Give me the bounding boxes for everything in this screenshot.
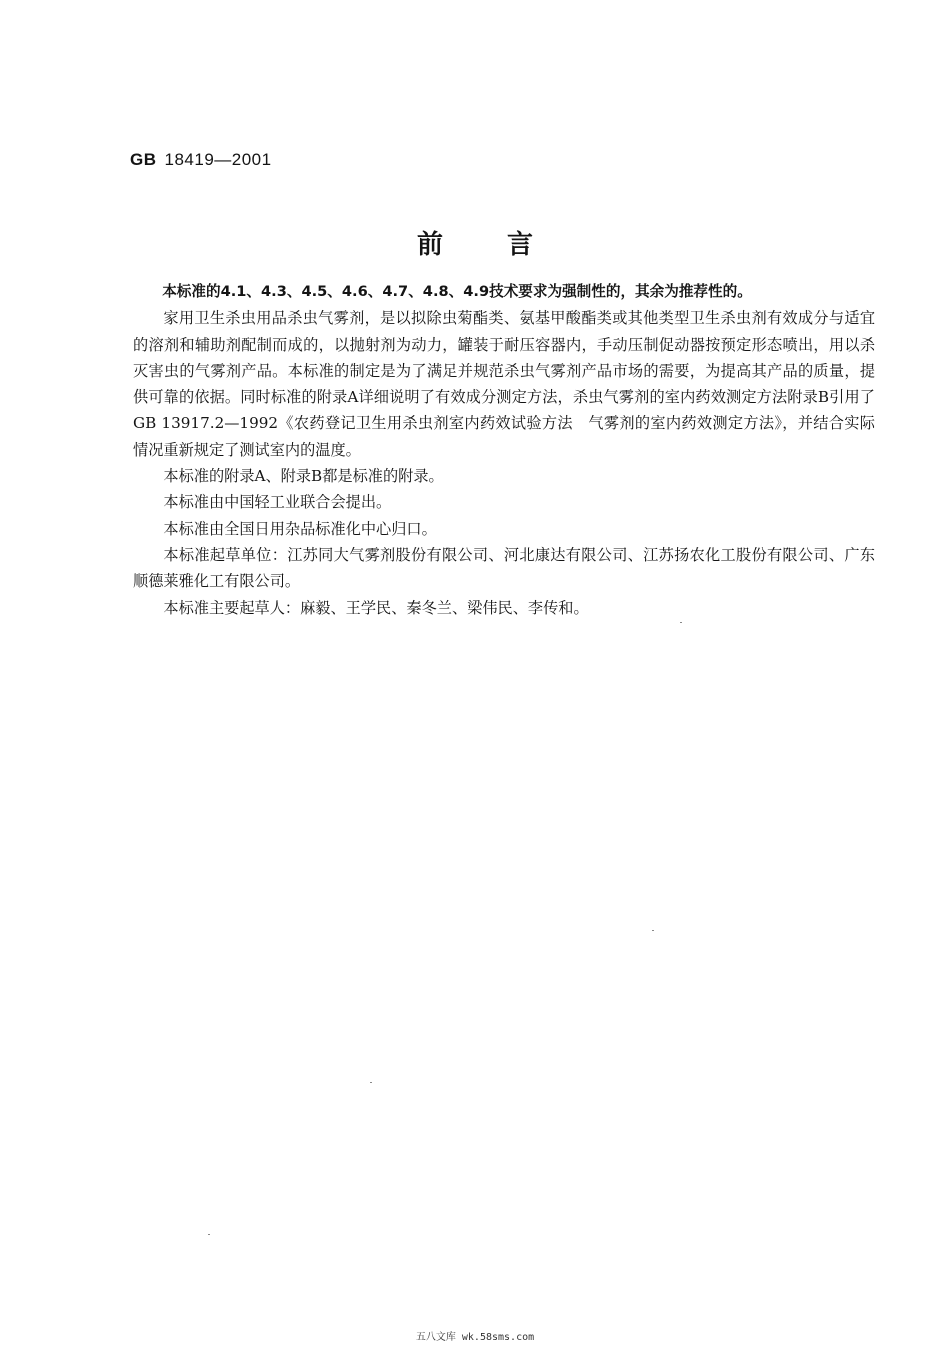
administrator-paragraph: 本标准由全国日用杂品标准化中心归口。 — [163, 519, 437, 538]
scan-speck — [208, 1234, 210, 1235]
appendix-paragraph: 本标准的附录A、附录B都是标准的附录。 — [163, 467, 444, 486]
foreword-body — [133, 279, 875, 621]
page-title — [0, 224, 950, 261]
scan-speck — [652, 930, 654, 931]
description-paragraph: 家用卫生杀虫用品杀虫气雾剂，是以拟除虫菊酯类、氨基甲酸酯类或其他类型卫生杀虫剂有效成分与适宜的溶剂和辅助剂配制而成的，以抛射剂为动力，罐装于耐压容器内，手动压制促动器按预定形态喷出，用以杀灭害虫的气雾剂产品。本标准的制定是为了满足并规范杀虫气雾剂产品市场的需要，为提高其产品的质量，提供可靠的依据。同时标准的附录A详细说明了有效成分测定方法，杀虫气雾剂的室内药效测定方法附录B引用了GB 13917.2—1992《农药登记卫生用杀虫剂室内药效试验方法 气雾剂的室内药效测定方法》，并结合实际情况重新规定了测试室内的温度。 — [133, 309, 875, 459]
standard-number: 18419—2001 — [164, 150, 272, 169]
drafters-paragraph: 本标准主要起草人：麻毅、王学民、秦冬兰、梁伟民、李传和。 — [163, 598, 589, 617]
scan-speck — [680, 622, 682, 623]
proposer-paragraph: 本标准由中国轻工业联合会提出。 — [163, 493, 392, 512]
scan-speck — [370, 1082, 372, 1083]
title-char-1: 前 — [416, 230, 443, 260]
title-char-2: 言 — [507, 230, 534, 260]
mandatory-clause-paragraph: 本标准的4.1、4.3、4.5、4.6、4.7、4.8、4.9技术要求为强制性的，其余为推荐性的。 — [162, 283, 752, 300]
drafting-units-paragraph: 本标准起草单位：江苏同大气雾剂股份有限公司、河北康达有限公司、江苏扬农化工股份有限公司、广东顺德莱雅化工有限公司。 — [133, 545, 875, 591]
watermark-footer: 五八文库 wk.58sms.com — [415, 1332, 535, 1343]
standard-code — [130, 150, 272, 170]
standard-prefix: GB — [130, 150, 157, 169]
